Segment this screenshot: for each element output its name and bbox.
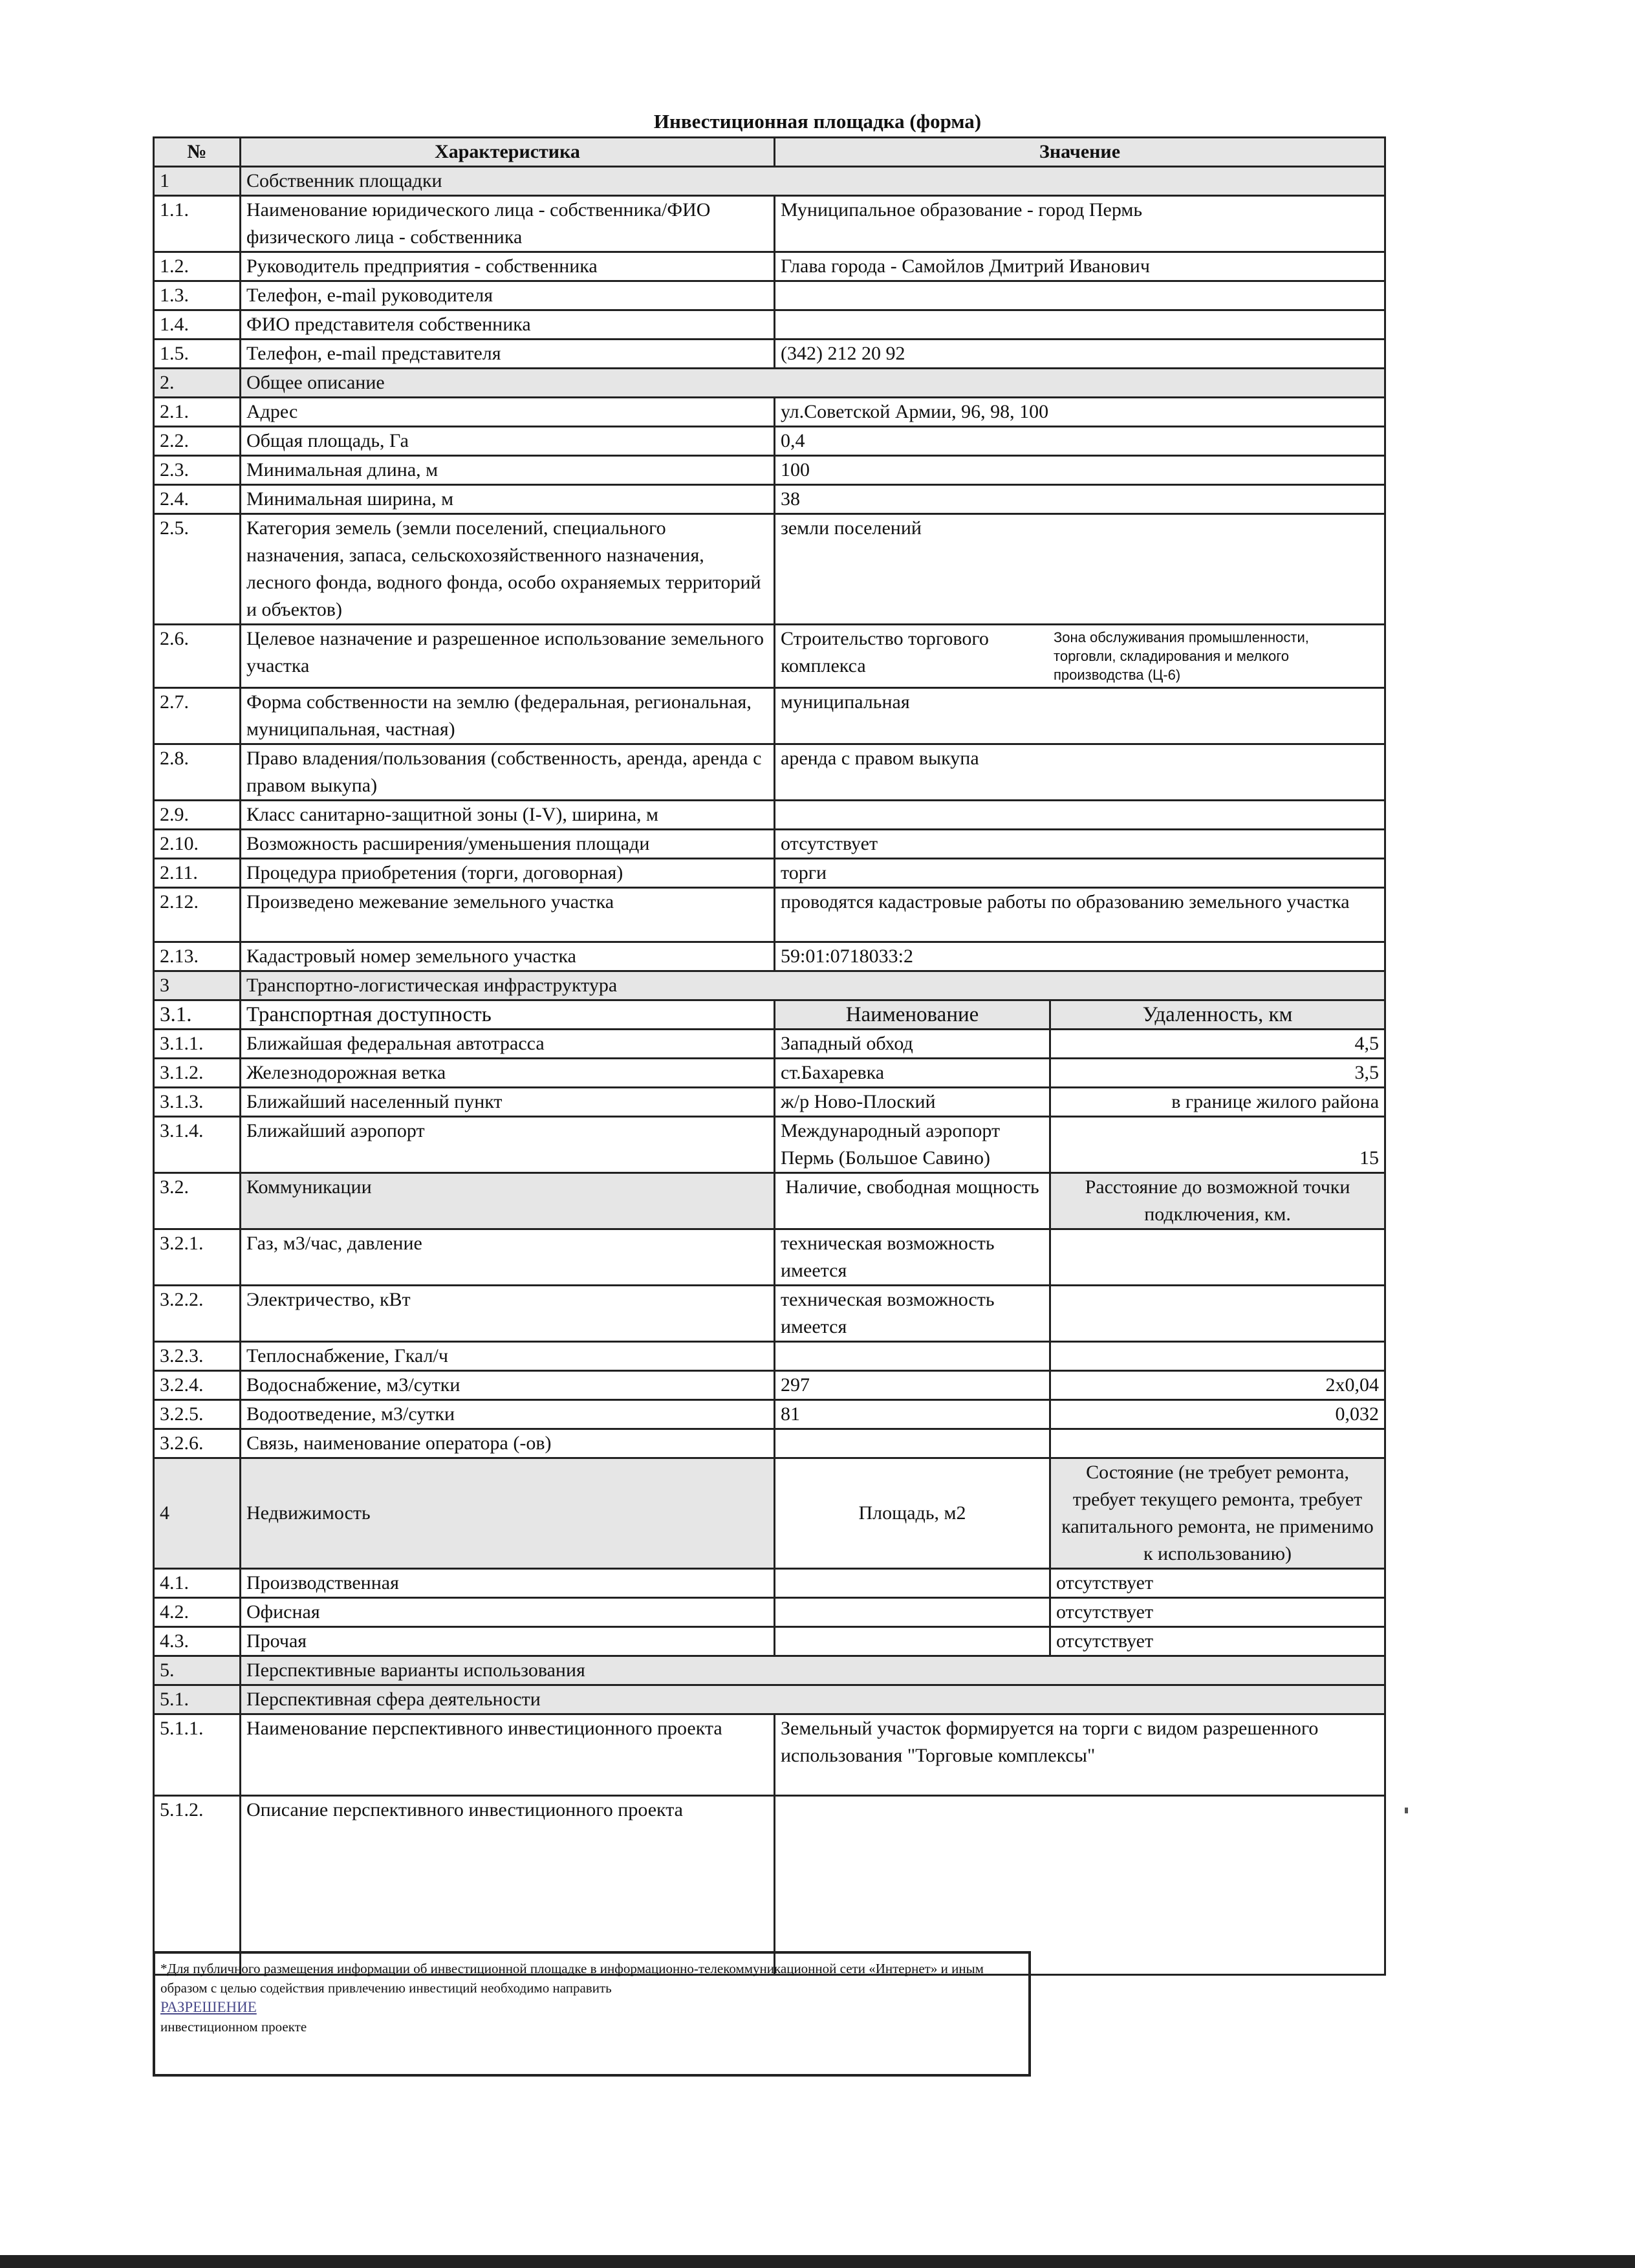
- table-row: [154, 1627, 1385, 1656]
- row-num: 5.1.: [154, 1685, 241, 1714]
- table-row: [154, 1429, 1385, 1458]
- table-row: [154, 1598, 1385, 1627]
- table-row: [154, 340, 1385, 369]
- table-row: [154, 1088, 1385, 1117]
- row-label: Произведено межевание земельного участка: [241, 888, 775, 942]
- table-row: [154, 1796, 1385, 1975]
- row-num: 5.1.1.: [154, 1714, 241, 1796]
- row-num: 2.6.: [154, 625, 241, 688]
- row-num: 2.5.: [154, 514, 241, 625]
- row-area: [775, 1627, 1050, 1656]
- row-num: 4.1.: [154, 1569, 241, 1598]
- row-num: 3.1.3.: [154, 1088, 241, 1117]
- footnote-tail: инвестиционном проекте: [160, 2019, 307, 2035]
- section-row: [154, 369, 1385, 398]
- row-num: 1.1.: [154, 196, 241, 252]
- header-value: Значение: [775, 138, 1385, 167]
- row-label: Общая площадь, Га: [241, 427, 775, 456]
- scan-edge-bar: [0, 2255, 1635, 2268]
- header-characteristic: Характеристика: [241, 138, 775, 167]
- table-row: [154, 830, 1385, 859]
- row-num: 4.3.: [154, 1627, 241, 1656]
- table-row: [154, 688, 1385, 744]
- row-num: 2.10.: [154, 830, 241, 859]
- section-row: [154, 971, 1385, 1000]
- row-state: отсутствует: [1050, 1598, 1385, 1627]
- row-num: 2.9.: [154, 801, 241, 830]
- table-row: [154, 801, 1385, 830]
- row-label: Железнодорожная ветка: [241, 1059, 775, 1088]
- section-num: 3: [154, 971, 241, 1000]
- row-value: Глава города - Самойлов Дмитрий Иванович: [775, 252, 1385, 281]
- row-label: Связь, наименование оператора (-ов): [241, 1429, 775, 1458]
- subsection-row: [154, 1173, 1385, 1229]
- row-value: [775, 281, 1385, 310]
- row-label: Возможность расширения/уменьшения площади: [241, 830, 775, 859]
- row-num: 2.11.: [154, 859, 241, 888]
- row-value: муниципальная: [775, 688, 1385, 744]
- row-label: Руководитель предприятия - собственника: [241, 252, 775, 281]
- section-row: [154, 1656, 1385, 1685]
- row-label: ФИО представителя собственника: [241, 310, 775, 340]
- row-distance: 0,032: [1050, 1400, 1385, 1429]
- table-row: [154, 398, 1385, 427]
- col-area-header: Площадь, м2: [775, 1458, 1050, 1569]
- row-num: 1.5.: [154, 340, 241, 369]
- row-label: Водоотведение, м3/сутки: [241, 1400, 775, 1429]
- row-label: Категория земель (земли поселений, специального назначения, запаса, сельскохозяйственного назначения, лесного фонда, водного фонда, особо охраняемых территорий и объектов): [241, 514, 775, 625]
- table-row: [154, 514, 1385, 625]
- row-value: земли поселений: [775, 514, 1385, 625]
- row-num: 1.2.: [154, 252, 241, 281]
- row-label: Водоснабжение, м3/сутки: [241, 1371, 775, 1400]
- table-row: [154, 1569, 1385, 1598]
- table-row: [154, 252, 1385, 281]
- row-num: 3.1.1.: [154, 1030, 241, 1059]
- table-row: [154, 1030, 1385, 1059]
- row-num: 3.2.3.: [154, 1342, 241, 1371]
- row-label: Производственная: [241, 1569, 775, 1598]
- row-value-note: Зона обслуживания промышленности, торговли, складирования и мелкого производства (Ц-6): [1054, 629, 1309, 683]
- col-availability-header: Наличие, свободная мощность: [775, 1173, 1050, 1229]
- row-label: Телефон, e-mail руководителя: [241, 281, 775, 310]
- row-name: Международный аэропорт Пермь (Большое Савино): [775, 1117, 1050, 1173]
- row-num: 2.8.: [154, 744, 241, 801]
- table-row: [154, 744, 1385, 801]
- row-num: 2.7.: [154, 688, 241, 744]
- row-label: Целевое назначение и разрешенное использование земельного участка: [241, 625, 775, 688]
- permission-link[interactable]: РАЗРЕШЕНИЕ: [160, 1999, 257, 2015]
- row-label: Наименование перспективного инвестиционного проекта: [241, 1714, 775, 1796]
- row-num: 2.3.: [154, 456, 241, 485]
- table-row: [154, 1286, 1385, 1342]
- row-num: 2.12.: [154, 888, 241, 942]
- section-label: Недвижимость: [241, 1458, 775, 1569]
- row-distance: 4,5: [1050, 1030, 1385, 1059]
- row-label: Ближайший аэропорт: [241, 1117, 775, 1173]
- section-num: 2.: [154, 369, 241, 398]
- row-name: ж/р Ново-Плоский: [775, 1088, 1050, 1117]
- row-num: 3.1.2.: [154, 1059, 241, 1088]
- table-row: [154, 485, 1385, 514]
- col-state-header: Состояние (не требует ремонта, требует текущего ремонта, требует капитального ремонта, не применимо к использованию): [1050, 1458, 1385, 1569]
- row-value: [775, 801, 1385, 830]
- row-value: аренда с правом выкупа: [775, 744, 1385, 801]
- row-distance: [1050, 1342, 1385, 1371]
- table-row: [154, 1371, 1385, 1400]
- row-state: отсутствует: [1050, 1627, 1385, 1656]
- row-name: [775, 1429, 1050, 1458]
- table-row: [154, 1059, 1385, 1088]
- row-label: Адрес: [241, 398, 775, 427]
- row-label: Теплоснабжение, Гкал/ч: [241, 1342, 775, 1371]
- table-row: [154, 942, 1385, 971]
- row-num: 3.2.2.: [154, 1286, 241, 1342]
- section-num: 4: [154, 1458, 241, 1569]
- table-row: [154, 1117, 1385, 1173]
- row-label: Коммуникации: [241, 1173, 775, 1229]
- table-row: [154, 1400, 1385, 1429]
- row-num: 3.2.1.: [154, 1229, 241, 1286]
- row-distance: 3,5: [1050, 1059, 1385, 1088]
- row-name: техническая возможность имеется: [775, 1286, 1050, 1342]
- table-row: [154, 310, 1385, 340]
- table-row: [154, 859, 1385, 888]
- row-label: Минимальная длина, м: [241, 456, 775, 485]
- row-label: Транспортная доступность: [241, 1000, 775, 1030]
- subsection-row: [154, 1685, 1385, 1714]
- row-label: Кадастровый номер земельного участка: [241, 942, 775, 971]
- row-value: торги: [775, 859, 1385, 888]
- row-distance: [1050, 1429, 1385, 1458]
- row-num: 3.2.: [154, 1173, 241, 1229]
- row-value-main: Строительство торгового комплекса: [781, 628, 989, 676]
- row-label: Право владения/пользования (собственность, аренда, аренда с правом выкупа): [241, 744, 775, 801]
- table-row: [154, 456, 1385, 485]
- row-num: 3.2.6.: [154, 1429, 241, 1458]
- row-num: 1.4.: [154, 310, 241, 340]
- row-value: Земельный участок формируется на торги с видом разрешенного использования "Торговые комплексы": [775, 1714, 1385, 1796]
- row-num: 1.3.: [154, 281, 241, 310]
- row-value: проводятся кадастровые работы по образованию земельного участка: [775, 888, 1385, 942]
- row-area: [775, 1569, 1050, 1598]
- row-num: 3.2.4.: [154, 1371, 241, 1400]
- section-label: Общее описание: [241, 369, 1385, 398]
- col-distance-header: Удаленность, км: [1050, 1000, 1385, 1030]
- row-name: ст.Бахаревка: [775, 1059, 1050, 1088]
- row-num: 3.1.4.: [154, 1117, 241, 1173]
- footnote-box: [153, 1951, 1031, 2077]
- subsection-row: [154, 1000, 1385, 1030]
- row-label: Форма собственности на землю (федеральная, региональная, муниципальная, частная): [241, 688, 775, 744]
- row-distance: [1050, 1286, 1385, 1342]
- row-num: 2.1.: [154, 398, 241, 427]
- row-value: 0,4: [775, 427, 1385, 456]
- table-row: [154, 281, 1385, 310]
- row-label: Газ, м3/час, давление: [241, 1229, 775, 1286]
- row-value: ул.Советской Армии, 96, 98, 100: [775, 398, 1385, 427]
- header-num: №: [154, 138, 241, 167]
- row-name: 297: [775, 1371, 1050, 1400]
- row-label: Ближайшая федеральная автотрасса: [241, 1030, 775, 1059]
- row-label: Электричество, кВт: [241, 1286, 775, 1342]
- table-row: [154, 1229, 1385, 1286]
- row-num: 2.13.: [154, 942, 241, 971]
- row-label: Описание перспективного инвестиционного проекта: [241, 1796, 775, 1975]
- section-row: [154, 1458, 1385, 1569]
- table-row: [154, 427, 1385, 456]
- row-num: 4.2.: [154, 1598, 241, 1627]
- row-value: 59:01:0718033:2: [775, 942, 1385, 971]
- row-value: Муниципальное образование - город Пермь: [775, 196, 1385, 252]
- col-connection-distance-header: Расстояние до возможной точки подключения, км.: [1050, 1173, 1385, 1229]
- section-label: Перспективные варианты использования: [241, 1656, 1385, 1685]
- row-distance: 15: [1050, 1117, 1385, 1173]
- row-label: Перспективная сфера деятельности: [241, 1685, 1385, 1714]
- row-label: Процедура приобретения (торги, договорная): [241, 859, 775, 888]
- table-row: [154, 888, 1385, 942]
- col-name-header: Наименование: [775, 1000, 1050, 1030]
- section-num: 5.: [154, 1656, 241, 1685]
- section-label: Собственник площадки: [241, 167, 1385, 196]
- row-value: [775, 625, 1385, 688]
- row-distance: 2х0,04: [1050, 1371, 1385, 1400]
- table-row: [154, 1342, 1385, 1371]
- row-value: 100: [775, 456, 1385, 485]
- row-distance: в границе жилого района: [1050, 1088, 1385, 1117]
- row-label: Телефон, e-mail представителя: [241, 340, 775, 369]
- row-value: [775, 310, 1385, 340]
- row-state: отсутствует: [1050, 1569, 1385, 1598]
- row-label: Прочая: [241, 1627, 775, 1656]
- table-row: [154, 196, 1385, 252]
- investment-form-table: [153, 136, 1386, 1976]
- row-value: 38: [775, 485, 1385, 514]
- row-distance: [1050, 1229, 1385, 1286]
- scan-mark: [1405, 1808, 1408, 1813]
- row-num: 2.2.: [154, 427, 241, 456]
- row-name: 81: [775, 1400, 1050, 1429]
- row-area: [775, 1598, 1050, 1627]
- row-num: 2.4.: [154, 485, 241, 514]
- row-num: 5.1.2.: [154, 1796, 241, 1975]
- table-header-row: [154, 138, 1385, 167]
- row-num: 3.2.5.: [154, 1400, 241, 1429]
- footnote-text: *Для публичного размещения информации об инвестиционной площадке в информационно-телекоммуникационной сети «Интернет» и иным образом с целью содействия привлечению инвестиций необходимо направить: [160, 1961, 984, 1996]
- section-label: Транспортно-логистическая инфраструктура: [241, 971, 1385, 1000]
- row-label: Ближайший населенный пункт: [241, 1088, 775, 1117]
- row-name: Западный обход: [775, 1030, 1050, 1059]
- row-num: 3.1.: [154, 1000, 241, 1030]
- table-row: [154, 1714, 1385, 1796]
- table-row: [154, 625, 1385, 688]
- row-value: [775, 1796, 1385, 1975]
- section-row: [154, 167, 1385, 196]
- row-name: техническая возможность имеется: [775, 1229, 1050, 1286]
- row-name: [775, 1342, 1050, 1371]
- page-title: Инвестиционная площадка (форма): [653, 110, 982, 133]
- row-label: Минимальная ширина, м: [241, 485, 775, 514]
- row-label: Класс санитарно-защитной зоны (I-V), ширина, м: [241, 801, 775, 830]
- row-value: (342) 212 20 92: [775, 340, 1385, 369]
- row-label: Офисная: [241, 1598, 775, 1627]
- row-value: отсутствует: [775, 830, 1385, 859]
- section-num: 1: [154, 167, 241, 196]
- row-label: Наименование юридического лица - собственника/ФИО физического лица - собственника: [241, 196, 775, 252]
